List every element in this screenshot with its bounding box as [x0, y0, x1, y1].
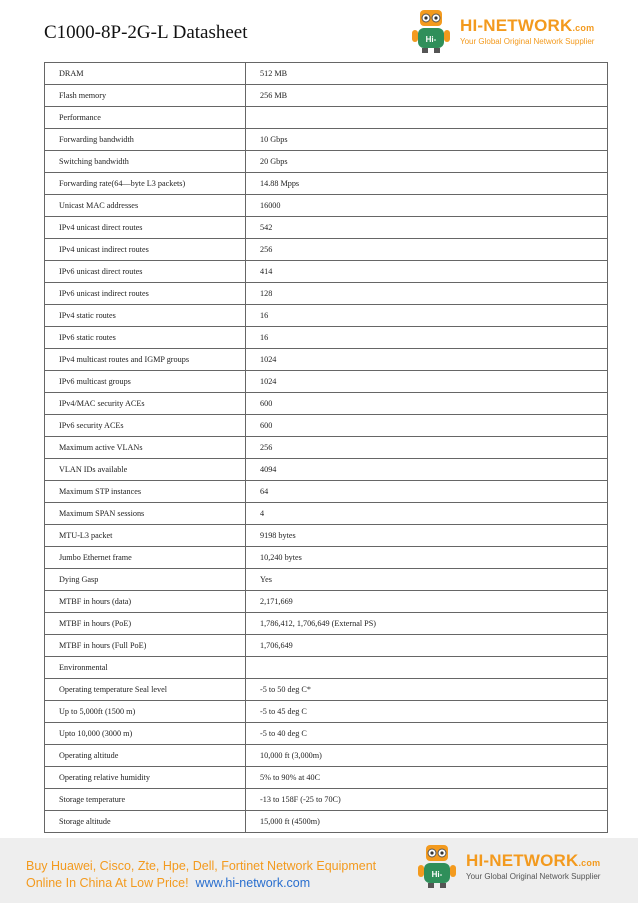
spec-value: -13 to 158F (-25 to 70C) [246, 789, 608, 811]
spec-value [246, 657, 608, 679]
spec-label: IPv6 unicast direct routes [45, 261, 246, 283]
spec-value: 14.88 Mpps [246, 173, 608, 195]
spec-label: Forwarding bandwidth [45, 129, 246, 151]
spec-value: 10 Gbps [246, 129, 608, 151]
brand-suffix: .com [578, 858, 601, 868]
spec-label: Maximum SPAN sessions [45, 503, 246, 525]
brand-logo [408, 8, 594, 54]
brand-suffix: .com [572, 23, 595, 33]
table-row [45, 613, 608, 635]
spec-value: 2,171,669 [246, 591, 608, 613]
spec-value: 1024 [246, 349, 608, 371]
brand-text [460, 16, 594, 46]
spec-value: 542 [246, 217, 608, 239]
table-row [45, 635, 608, 657]
mascot-badge: Hi- [431, 870, 443, 879]
spec-label: DRAM [45, 63, 246, 85]
table-row [45, 437, 608, 459]
table-row [45, 569, 608, 591]
spec-label: IPv6 unicast indirect routes [45, 283, 246, 305]
spec-label: Upto 10,000 (3000 m) [45, 723, 246, 745]
table-row [45, 283, 608, 305]
table-row [45, 393, 608, 415]
spec-value: 4 [246, 503, 608, 525]
spec-value: 10,000 ft (3,000m) [246, 745, 608, 767]
spec-label: MTU-L3 packet [45, 525, 246, 547]
spec-label: IPv4 multicast routes and IGMP groups [45, 349, 246, 371]
footer-website-link[interactable]: www.hi-network.com [195, 876, 311, 890]
spec-value: 600 [246, 415, 608, 437]
table-row [45, 371, 608, 393]
table-row [45, 85, 608, 107]
spec-value: 600 [246, 393, 608, 415]
spec-label: IPv4 unicast indirect routes [45, 239, 246, 261]
brand-tagline: Your Global Original Network Supplier [466, 872, 601, 881]
spec-value: 128 [246, 283, 608, 305]
page-footer [0, 838, 638, 903]
spec-value: 256 [246, 437, 608, 459]
spec-value: 16 [246, 327, 608, 349]
table-row [45, 525, 608, 547]
datasheet-table-body [45, 63, 608, 833]
mascot-badge: Hi- [425, 35, 437, 44]
spec-label: Maximum STP instances [45, 481, 246, 503]
table-row [45, 305, 608, 327]
brand-name: HI-NETWORK [460, 16, 573, 35]
table-row [45, 701, 608, 723]
table-row [45, 261, 608, 283]
table-row [45, 173, 608, 195]
table-row [45, 723, 608, 745]
table-row [45, 481, 608, 503]
footer-promo-line: Buy Huawei, Cisco, Zte, Hpe, Dell, Fortinet Network Equipment [26, 859, 377, 873]
spec-label: Up to 5,000ft (1500 m) [45, 701, 246, 723]
table-row [45, 239, 608, 261]
page-header [0, 0, 638, 62]
spec-value: 414 [246, 261, 608, 283]
table-row [45, 811, 608, 833]
spec-label: Maximum active VLANs [45, 437, 246, 459]
spec-label: Environmental [45, 657, 246, 679]
spec-value: 20 Gbps [246, 151, 608, 173]
spec-value [246, 107, 608, 129]
spec-value: 256 MB [246, 85, 608, 107]
spec-value: -5 to 50 deg C* [246, 679, 608, 701]
spec-label: IPv4 unicast direct routes [45, 217, 246, 239]
spec-value: 1,706,649 [246, 635, 608, 657]
spec-label: Performance [45, 107, 246, 129]
datasheet-table [44, 62, 608, 833]
table-row [45, 129, 608, 151]
table-row [45, 107, 608, 129]
table-row [45, 63, 608, 85]
robot-mascot-icon [408, 8, 454, 54]
table-row [45, 547, 608, 569]
spec-label: Switching bandwidth [45, 151, 246, 173]
table-row [45, 349, 608, 371]
spec-label: Operating temperature Seal level [45, 679, 246, 701]
table-row [45, 503, 608, 525]
table-row [45, 745, 608, 767]
table-row [45, 151, 608, 173]
spec-label: IPv6 static routes [45, 327, 246, 349]
spec-value: Yes [246, 569, 608, 591]
spec-label: Storage altitude [45, 811, 246, 833]
spec-value: 4094 [246, 459, 608, 481]
brand-tagline: Your Global Original Network Supplier [460, 37, 595, 46]
spec-label: VLAN IDs available [45, 459, 246, 481]
footer-promo-text: Online In China At Low Price! [26, 876, 189, 890]
brand-name: HI-NETWORK [466, 851, 579, 870]
spec-label: Operating altitude [45, 745, 246, 767]
spec-label: Jumbo Ethernet frame [45, 547, 246, 569]
spec-label: IPv4 static routes [45, 305, 246, 327]
spec-label: Storage temperature [45, 789, 246, 811]
table-row [45, 591, 608, 613]
table-row [45, 217, 608, 239]
page-title: C1000-8P-2G-L Datasheet [44, 22, 248, 43]
table-row [45, 789, 608, 811]
spec-label: Unicast MAC addresses [45, 195, 246, 217]
spec-label: MTBF in hours (PoE) [45, 613, 246, 635]
table-row [45, 657, 608, 679]
spec-value: 5% to 90% at 40C [246, 767, 608, 789]
spec-value: -5 to 45 deg C [246, 701, 608, 723]
table-row [45, 415, 608, 437]
spec-value: 16 [246, 305, 608, 327]
footer-brand-logo [414, 843, 600, 889]
spec-value: 10,240 bytes [246, 547, 608, 569]
spec-label: Operating relative humidity [45, 767, 246, 789]
table-row [45, 767, 608, 789]
table-row [45, 327, 608, 349]
spec-value: 9198 bytes [246, 525, 608, 547]
footer-promo-line-2 [26, 876, 310, 890]
spec-value: 256 [246, 239, 608, 261]
spec-label: MTBF in hours (data) [45, 591, 246, 613]
table-row [45, 195, 608, 217]
spec-value: 1,786,412, 1,706,649 (External PS) [246, 613, 608, 635]
spec-label: IPv6 multicast groups [45, 371, 246, 393]
datasheet-table-container [44, 62, 608, 833]
spec-label: Dying Gasp [45, 569, 246, 591]
spec-value: 16000 [246, 195, 608, 217]
footer-brand-text [466, 851, 600, 881]
spec-value: 512 MB [246, 63, 608, 85]
spec-value: 15,000 ft (4500m) [246, 811, 608, 833]
spec-value: 1024 [246, 371, 608, 393]
spec-label: IPv4/MAC security ACEs [45, 393, 246, 415]
spec-value: -5 to 40 deg C [246, 723, 608, 745]
spec-label: MTBF in hours (Full PoE) [45, 635, 246, 657]
spec-label: Forwarding rate(64—byte L3 packets) [45, 173, 246, 195]
spec-value: 64 [246, 481, 608, 503]
robot-mascot-icon [414, 843, 460, 889]
spec-label: Flash memory [45, 85, 246, 107]
table-row [45, 679, 608, 701]
spec-label: IPv6 security ACEs [45, 415, 246, 437]
table-row [45, 459, 608, 481]
